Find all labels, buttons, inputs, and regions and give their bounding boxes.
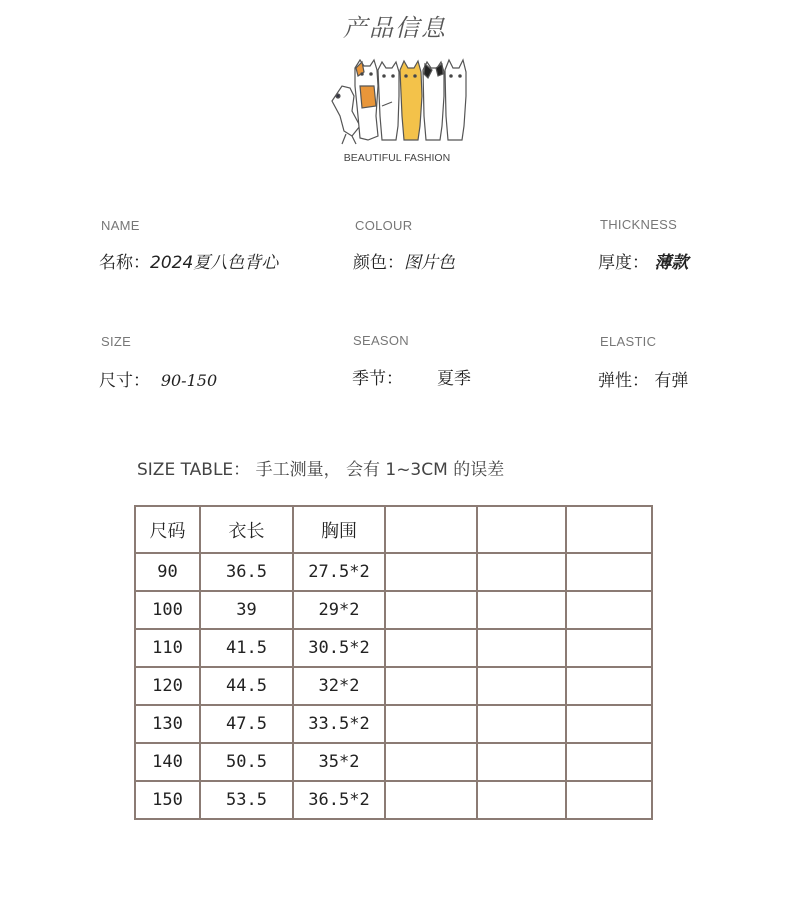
colour-field (353, 248, 455, 273)
table-cell (385, 743, 477, 781)
table-cell: 41.5 (200, 629, 293, 667)
table-row (135, 743, 652, 781)
header-cell: 衣长 (200, 506, 293, 553)
table-cell (477, 553, 566, 591)
header-cell (385, 506, 477, 553)
table-row (135, 629, 652, 667)
table-cell: 53.5 (200, 781, 293, 819)
table-cell (385, 667, 477, 705)
size-field (99, 366, 217, 391)
table-cell (385, 553, 477, 591)
table-cell: 140 (135, 743, 200, 781)
table-cell: 150 (135, 781, 200, 819)
size-value: 90-150 (160, 371, 218, 390)
thickness-label: THICKNESS (600, 217, 678, 232)
table-cell (477, 667, 566, 705)
table-cell (477, 629, 566, 667)
colour-value: 图片色 (404, 253, 455, 273)
header-cell (477, 506, 566, 553)
table-cell (566, 591, 652, 629)
table-cell (477, 781, 566, 819)
table-cell: 110 (135, 629, 200, 667)
season-key: 季节： (352, 369, 403, 389)
colour-key: 颜色： (353, 253, 404, 273)
thickness-field (598, 248, 688, 273)
header-cell: 尺码 (135, 506, 200, 553)
table-cell: 130 (135, 705, 200, 743)
header-cell (566, 506, 652, 553)
table-cell (566, 667, 652, 705)
table-cell: 44.5 (200, 667, 293, 705)
table-cell (477, 591, 566, 629)
size-table-header-row (135, 506, 652, 553)
table-cell: 39 (200, 591, 293, 629)
table-row (135, 591, 652, 629)
table-cell: 100 (135, 591, 200, 629)
table-cell (566, 705, 652, 743)
brand-logo (322, 56, 472, 171)
table-cell: 47.5 (200, 705, 293, 743)
thickness-key: 厚度： (598, 253, 649, 273)
table-cell: 30.5*2 (293, 629, 385, 667)
table-cell: 36.5*2 (293, 781, 385, 819)
thickness-value: 薄款 (654, 253, 689, 273)
table-cell (566, 781, 652, 819)
logo-text: BEAUTIFUL FASHION (343, 152, 451, 164)
size-table-caption: SIZE TABLE： 手工测量， 会有 1~3CM 的误差 (137, 460, 505, 480)
header-cell: 胸围 (293, 506, 385, 553)
table-cell: 33.5*2 (293, 705, 385, 743)
table-cell (566, 553, 652, 591)
table-cell (477, 743, 566, 781)
elastic-field (598, 366, 688, 391)
cats-illustration-icon (322, 56, 472, 151)
colour-label: COLOUR (355, 218, 413, 233)
name-key: 名称： (99, 253, 150, 273)
table-cell: 120 (135, 667, 200, 705)
table-cell (566, 743, 652, 781)
name-field (99, 248, 278, 273)
size-label: SIZE (101, 334, 132, 349)
table-cell: 27.5*2 (293, 553, 385, 591)
table-cell (385, 705, 477, 743)
table-cell (385, 781, 477, 819)
elastic-value: 有弹 (654, 371, 689, 391)
table-cell: 29*2 (293, 591, 385, 629)
table-cell (477, 705, 566, 743)
season-value: 夏季 (437, 369, 471, 389)
elastic-label: ELASTIC (600, 334, 657, 349)
table-row (135, 705, 652, 743)
name-label: NAME (101, 218, 140, 233)
table-row (135, 667, 652, 705)
table-cell: 50.5 (200, 743, 293, 781)
table-row (135, 553, 652, 591)
size-key: 尺寸： (99, 371, 150, 391)
season-field (352, 364, 471, 389)
table-cell (566, 629, 652, 667)
table-cell: 90 (135, 553, 200, 591)
table-cell: 36.5 (200, 553, 293, 591)
table-cell: 35*2 (293, 743, 385, 781)
season-label: SEASON (353, 333, 409, 348)
name-value: 2024夏八色背心 (150, 253, 279, 273)
table-cell (385, 629, 477, 667)
table-cell: 32*2 (293, 667, 385, 705)
table-row (135, 781, 652, 819)
size-table (134, 505, 653, 820)
page-title: 产品信息 (343, 14, 447, 42)
table-cell (385, 591, 477, 629)
elastic-key: 弹性： (598, 371, 649, 391)
